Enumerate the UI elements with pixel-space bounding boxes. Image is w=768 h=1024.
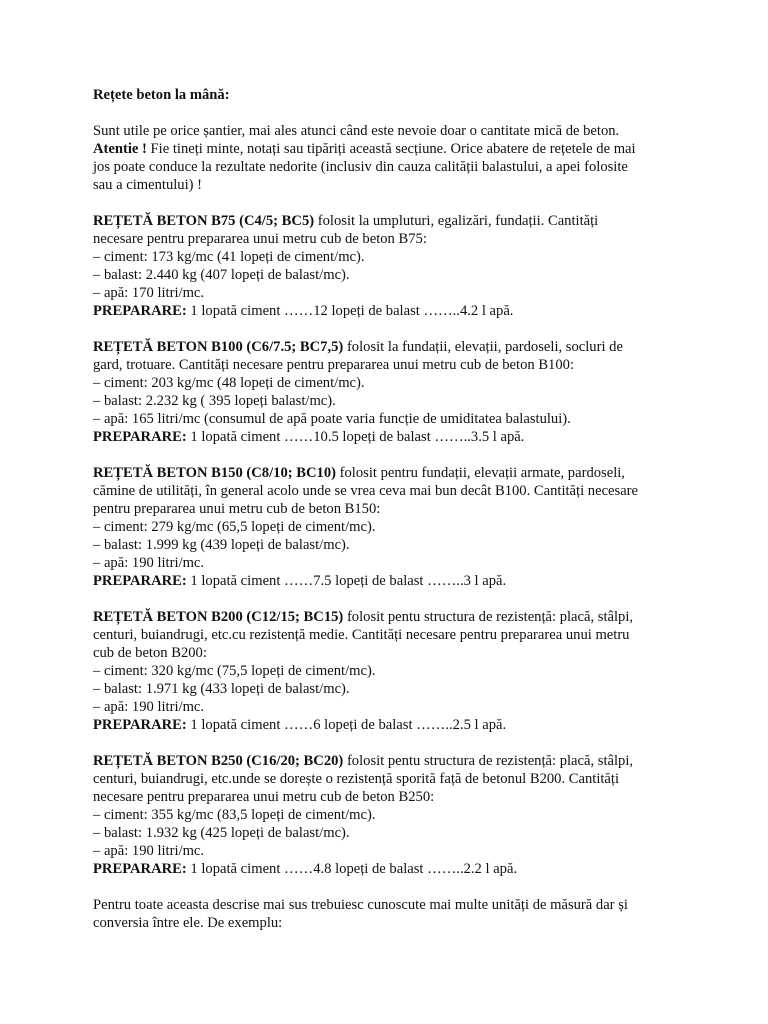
preparation-label: PREPARARE: bbox=[93, 717, 187, 733]
warning-label: Atentie ! bbox=[93, 141, 147, 157]
recipe-item-balast: – balast: 2.440 kg (407 lopeți de balast/mc). bbox=[93, 267, 350, 283]
recipe-preparation bbox=[93, 572, 693, 590]
intro-line-2-text: Fie tineți minte, notați sau tipăriți această secțiune. Orice abatere de rețetele de mai bbox=[146, 141, 636, 157]
recipe-preparation bbox=[93, 716, 693, 734]
preparation-label: PREPARARE: bbox=[93, 861, 187, 877]
recipe-description-line: centuri, buiandrugi, etc.cu rezistență medie. Cantități necesare pentru prepararea unui metru bbox=[93, 627, 630, 643]
intro-line-3: jos poate conduce la rezultate nedorite (inclusiv din cauza calității balastului, a apei folosite bbox=[93, 159, 628, 175]
closing-line-1: Pentru toate aceasta descrise mai sus trebuiesc cunoscute mai multe unități de măsură dar și bbox=[93, 897, 628, 913]
preparation-text: 1 lopată ciment ……10.5 lopeți de balast ……..3.5 l apă. bbox=[186, 429, 525, 445]
recipe-heading: REȚETĂ BETON B150 (C8/10; BC10) bbox=[93, 465, 336, 481]
closing-paragraph bbox=[93, 896, 693, 932]
recipe-heading-line bbox=[93, 338, 693, 356]
recipe-item-ciment: – ciment: 203 kg/mc (48 lopeți de ciment/mc). bbox=[93, 375, 365, 391]
recipe-b100 bbox=[93, 338, 693, 446]
intro-paragraph bbox=[93, 122, 693, 194]
recipe-heading-line bbox=[93, 608, 693, 626]
recipe-item-apa: – apă: 170 litri/mc. bbox=[93, 285, 205, 301]
recipe-preparation bbox=[93, 428, 693, 446]
intro-line-4: sau a cimentului) ! bbox=[93, 177, 203, 193]
recipe-b200 bbox=[93, 608, 693, 734]
recipe-description-line: cub de beton B200: bbox=[93, 645, 207, 661]
document-title: Rețete beton la mână: bbox=[93, 87, 230, 103]
recipe-description: folosit pentu structura de rezistență: placă, stâlpi, bbox=[343, 753, 634, 769]
recipe-description-line: necesare pentru prepararea unui metru cub de beton B250: bbox=[93, 789, 435, 805]
preparation-label: PREPARARE: bbox=[93, 429, 187, 445]
preparation-text: 1 lopată ciment ……4.8 lopeți de balast ……..2.2 l apă. bbox=[186, 861, 518, 877]
recipe-description: folosit pentu structura de rezistență: placă, stâlpi, bbox=[343, 609, 634, 625]
recipe-preparation bbox=[93, 860, 693, 878]
recipe-item-apa: – apă: 190 litri/mc. bbox=[93, 699, 205, 715]
intro-line-1: Sunt utile pe orice șantier, mai ales atunci când este nevoie doar o cantitate mică de beton. bbox=[93, 123, 620, 139]
recipe-heading-line bbox=[93, 464, 693, 482]
recipe-item-balast: – balast: 2.232 kg ( 395 lopeți balast/mc). bbox=[93, 393, 336, 409]
recipe-description-line: cămine de utilități, în general acolo unde se vrea ceva mai bun decât B100. Cantități necesare bbox=[93, 483, 639, 499]
preparation-text: 1 lopată ciment ……7.5 lopeți de balast ……..3 l apă. bbox=[186, 573, 507, 589]
intro-line-2 bbox=[93, 140, 693, 158]
recipe-b75 bbox=[93, 212, 693, 320]
recipe-heading-line bbox=[93, 752, 693, 770]
recipe-item-ciment: – ciment: 173 kg/mc (41 lopeți de ciment/mc). bbox=[93, 249, 365, 265]
recipe-item-balast: – balast: 1.971 kg (433 lopeți de balast/mc). bbox=[93, 681, 350, 697]
recipe-description-line: gard, trotuare. Cantități necesare pentru prepararea unui metru cub de beton B100: bbox=[93, 357, 574, 373]
recipe-heading: REȚETĂ BETON B200 (C12/15; BC15) bbox=[93, 609, 344, 625]
recipe-item-balast: – balast: 1.932 kg (425 lopeți de balast/mc). bbox=[93, 825, 350, 841]
recipe-item-ciment: – ciment: 355 kg/mc (83,5 lopeți de ciment/mc). bbox=[93, 807, 376, 823]
recipe-item-ciment: – ciment: 320 kg/mc (75,5 lopeți de ciment/mc). bbox=[93, 663, 376, 679]
recipe-description: folosit pentru fundații, elevații armate, pardoseli, bbox=[336, 465, 625, 481]
recipe-item-ciment: – ciment: 279 kg/mc (65,5 lopeți de ciment/mc). bbox=[93, 519, 376, 535]
recipe-b250 bbox=[93, 752, 693, 878]
recipe-description-line: centuri, buiandrugi, etc.unde se dorește o rezistență sporită față de betonul B200. Cantități bbox=[93, 771, 620, 787]
preparation-label: PREPARARE: bbox=[93, 573, 187, 589]
recipe-item-apa: – apă: 190 litri/mc. bbox=[93, 843, 205, 859]
recipe-description-line: pentru prepararea unui metru cub de beton B150: bbox=[93, 501, 381, 517]
recipe-heading: REȚETĂ BETON B250 (C16/20; BC20) bbox=[93, 753, 344, 769]
closing-line-2: conversia între ele. De exemplu: bbox=[93, 915, 283, 931]
recipe-heading-line bbox=[93, 212, 693, 230]
preparation-label: PREPARARE: bbox=[93, 303, 187, 319]
recipe-description: folosit la umpluturi, egalizări, fundații. Cantități bbox=[314, 213, 599, 229]
recipe-heading: REȚETĂ BETON B75 (C4/5; BC5) bbox=[93, 213, 315, 229]
recipe-b150 bbox=[93, 464, 693, 590]
recipe-preparation bbox=[93, 302, 693, 320]
preparation-text: 1 lopată ciment ……12 lopeți de balast ……..4.2 l apă. bbox=[186, 303, 514, 319]
recipe-item-apa: – apă: 165 litri/mc (consumul de apă poate varia funcție de umiditatea balastului). bbox=[93, 411, 571, 427]
recipe-heading: REȚETĂ BETON B100 (C6/7.5; BC7,5) bbox=[93, 339, 344, 355]
recipe-item-apa: – apă: 190 litri/mc. bbox=[93, 555, 205, 571]
preparation-text: 1 lopată ciment ……6 lopeți de balast ……..2.5 l apă. bbox=[186, 717, 507, 733]
recipe-description-line: necesare pentru prepararea unui metru cub de beton B75: bbox=[93, 231, 427, 247]
document-page bbox=[93, 86, 693, 950]
recipe-item-balast: – balast: 1.999 kg (439 lopeți de balast/mc). bbox=[93, 537, 350, 553]
recipe-description: folosit la fundații, elevații, pardoseli, socluri de bbox=[343, 339, 623, 355]
